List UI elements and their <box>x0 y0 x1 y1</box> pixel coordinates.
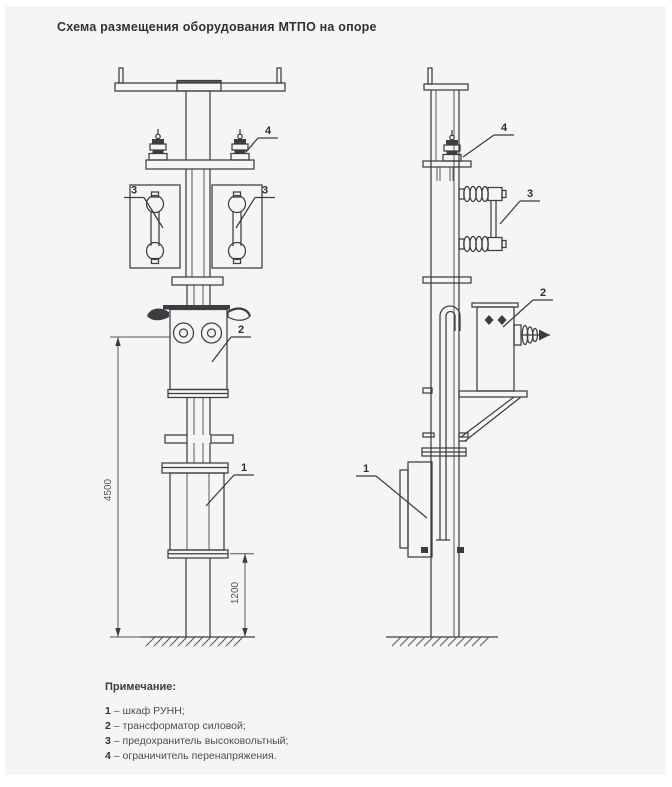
callout-4-side-label: 4 <box>500 122 508 134</box>
conduit-pipe-side <box>436 306 460 540</box>
callout-3-side-label: 3 <box>526 188 534 200</box>
cabinet-front <box>162 463 228 558</box>
callout-2-side-label: 2 <box>539 287 547 299</box>
callout-1-side <box>356 463 427 518</box>
mounting-flange-front <box>172 277 223 285</box>
note-item-2-text: – трансформатор силовой; <box>113 720 246 732</box>
ground-front <box>140 637 255 646</box>
dimension-1200 <box>230 554 254 637</box>
note-item-4 <box>105 749 288 764</box>
pole-front <box>186 91 210 637</box>
dim-4500-label: 4500 <box>103 478 114 502</box>
callout-4-side <box>463 122 514 157</box>
note-item-3-text: – предохранитель высоковольтный; <box>113 735 289 747</box>
page-title: Схема размещения оборудования МТПО на опоре <box>57 20 377 34</box>
note-heading: Примечание: <box>105 681 177 693</box>
crossarm-front <box>115 68 285 91</box>
transformer-front <box>147 305 250 398</box>
dim-1200-label: 1200 <box>230 581 241 605</box>
callout-3-front-right-label: 3 <box>261 184 269 197</box>
surge-arrester-front-right <box>231 129 249 160</box>
front-view <box>103 68 285 646</box>
surge-arrester-side <box>443 130 461 161</box>
note-item-1-text: – шкаф РУНН; <box>113 705 185 717</box>
note-item-3-num: 3 <box>105 735 111 747</box>
note-item-1-num: 1 <box>105 705 111 717</box>
callout-2-front <box>212 324 251 362</box>
ground-side <box>386 637 498 646</box>
note-item-4-num: 4 <box>105 750 111 762</box>
note-item-4-text: – ограничитель перенапряжения. <box>113 750 277 762</box>
note-item-1 <box>105 704 288 719</box>
transformer-side <box>472 303 550 391</box>
dimension-4500 <box>103 337 171 637</box>
callout-1-front-label: 1 <box>240 462 248 474</box>
bracket-bars-front <box>165 435 233 443</box>
callout-3-front-left-label: 3 <box>130 184 138 197</box>
note-item-3 <box>105 734 288 749</box>
callout-2-front-label: 2 <box>237 324 245 336</box>
support-bracket-side <box>459 391 527 441</box>
callout-1-front <box>206 462 254 506</box>
callout-3-front-right <box>236 185 275 229</box>
callout-4-front <box>246 125 278 152</box>
surge-arrester-front-left <box>149 129 167 160</box>
side-view <box>356 68 553 646</box>
callout-4-front-label: 4 <box>264 125 272 137</box>
note-items <box>105 704 288 764</box>
note-item-2 <box>105 719 288 734</box>
callout-1-side-label: 1 <box>362 463 370 475</box>
note-item-2-num: 2 <box>105 720 111 732</box>
note-block <box>105 681 288 764</box>
fuse-assembly-side <box>459 187 506 252</box>
arrester-traverse-front <box>146 160 254 169</box>
